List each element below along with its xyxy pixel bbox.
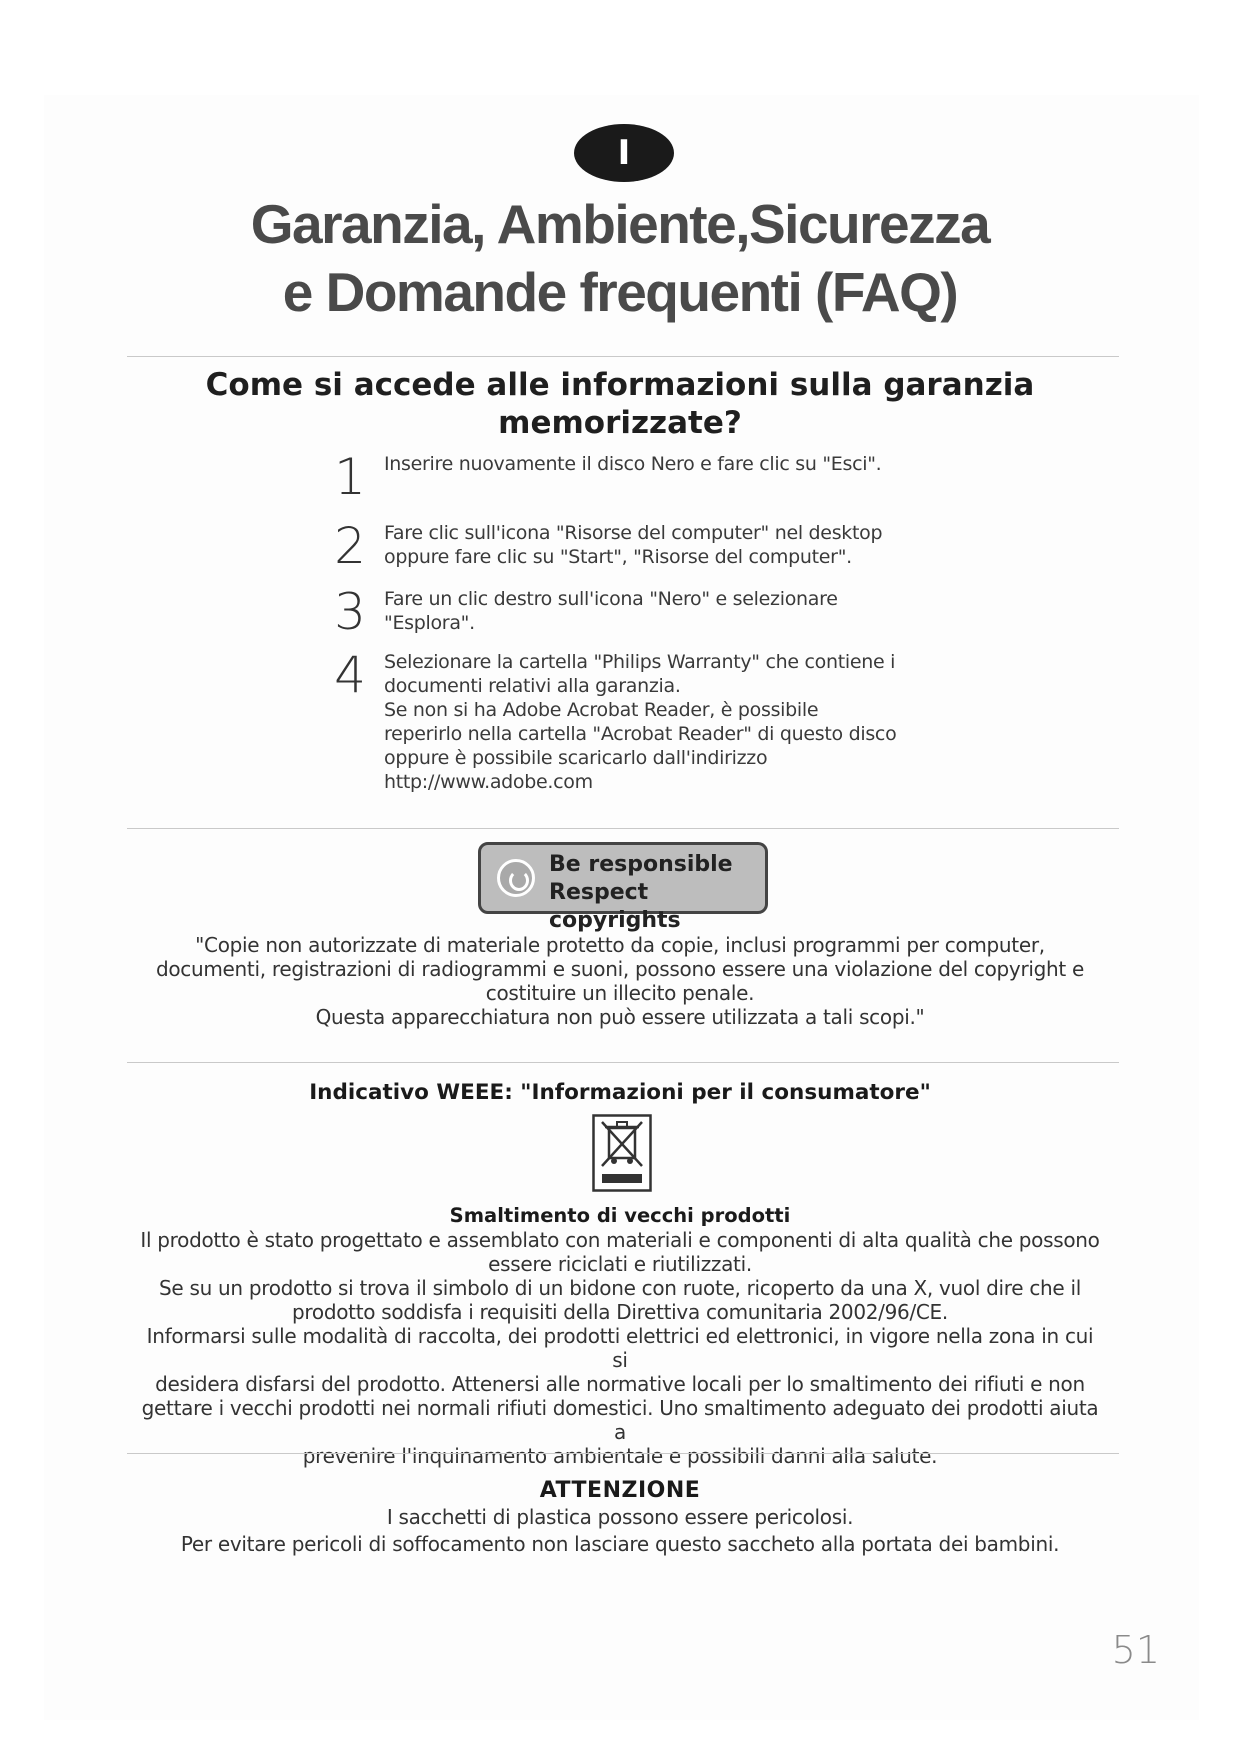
disposal-text-line: Il prodotto è stato progettato e assemblato con materiali e componenti di alta qualità che possono <box>140 1228 1100 1252</box>
step-number: 2 <box>334 517 366 575</box>
step-text-line: oppure fare clic su "Start", "Risorse del computer". <box>384 546 852 568</box>
page-title-line-2: e Domande frequenti (FAQ) <box>282 261 958 323</box>
crossed-out-wheeled-bin-icon <box>592 1114 652 1192</box>
disposal-text <box>140 1228 1100 1468</box>
page-title <box>120 190 1120 326</box>
divider <box>127 356 1119 357</box>
logo-text-line-2: Respect copyrights <box>549 880 681 933</box>
attention-text-line: I sacchetti di plastica possono essere pericolosi. <box>386 1505 854 1529</box>
step-text-line: oppure è possibile scaricarlo dall'indirizzo <box>384 747 768 769</box>
disposal-text-line: prevenire l'inquinamento ambientale e possibili danni alla salute. <box>302 1444 938 1468</box>
page-number: 51 <box>1111 1628 1160 1672</box>
weee-heading: Indicativo WEEE: "Informazioni per il consumatore" <box>309 1080 931 1105</box>
step-text <box>384 650 974 794</box>
disposal-subheading: Smaltimento di vecchi prodotti <box>449 1204 791 1227</box>
disposal-text-line: Informarsi sulle modalità di raccolta, dei prodotti elettrici ed elettronici, in vigore nella zona in cui si <box>146 1324 1094 1372</box>
faq-heading-line-1: Come si accede alle informazioni sulla garanzia <box>205 367 1035 403</box>
power-icon <box>497 859 535 897</box>
step-text-line: Selezionare la cartella "Philips Warranty" che contiene i <box>384 651 896 673</box>
step-text-line: documenti relativi alla garanzia. <box>384 675 681 697</box>
faq-heading-line-2: memorizzate? <box>498 405 742 441</box>
step-number: 4 <box>334 646 366 704</box>
respect-copyrights-logo <box>478 842 768 933</box>
logo-text-line-1: Be responsible <box>549 852 733 877</box>
attention-heading: ATTENZIONE <box>539 1478 701 1503</box>
divider <box>127 1453 1119 1454</box>
disposal-text-line: prodotto soddisfa i requisiti della Direttiva comunitaria 2002/96/CE. <box>292 1300 948 1324</box>
step-number: 1 <box>334 448 366 506</box>
step-text <box>384 587 974 635</box>
step-text <box>384 452 974 476</box>
disposal-text-line: Se su un prodotto si trova il simbolo di un bidone con ruote, ricoperto da una X, vuol dire che il <box>159 1276 1081 1300</box>
attention-text-line: Per evitare pericoli di soffocamento non lasciare questo saccheto alla portata dei bambini. <box>180 1532 1060 1556</box>
disposal-text-line: desidera disfarsi del prodotto. Attenersi alle normative locali per lo smaltimento dei rifiuti e non <box>155 1372 1085 1396</box>
step-number: 3 <box>334 583 366 641</box>
divider <box>127 828 1119 829</box>
disposal-text-line: gettare i vecchi prodotti nei normali rifiuti domestici. Uno smaltimento adeguato dei prodotti aiuta a <box>141 1396 1099 1444</box>
step-text-line: Fare un clic destro sull'icona "Nero" e selezionare <box>384 588 838 610</box>
copyright-notice-line: Questa apparecchiatura non può essere utilizzata a tali scopi." <box>315 1005 925 1029</box>
step-text-line: http://www.adobe.com <box>384 771 593 793</box>
step-text-line: "Esplora". <box>384 612 475 634</box>
copyright-notice <box>140 933 1100 1029</box>
page-title-line-1: Garanzia, Ambiente,Sicurezza <box>250 193 990 255</box>
step-text <box>384 521 974 569</box>
step-text-line: reperirlo nella cartella "Acrobat Reader" di questo disco <box>384 723 897 745</box>
step-text-line: Inserire nuovamente il disco Nero e fare clic su "Esci". <box>384 453 882 475</box>
step-text-line: Se non si ha Adobe Acrobat Reader, è possibile <box>384 699 819 721</box>
logo-text <box>549 851 759 935</box>
section-language-badge: I <box>574 124 674 182</box>
copyright-notice-line: costituire un illecito penale. <box>485 981 755 1005</box>
attention-text <box>140 1504 1100 1558</box>
copyright-notice-line: "Copie non autorizzate di materiale protetto da copie, inclusi programmi per computer, <box>195 933 1045 957</box>
disposal-text-line: essere riciclati e riutilizzati. <box>488 1252 752 1276</box>
copyright-notice-line: documenti, registrazioni di radiogrammi e suoni, possono essere una violazione del copyright e <box>155 957 1085 981</box>
faq-heading <box>180 366 1060 442</box>
divider <box>127 1062 1119 1063</box>
step-text-line: Fare clic sull'icona "Risorse del computer" nel desktop <box>384 522 883 544</box>
